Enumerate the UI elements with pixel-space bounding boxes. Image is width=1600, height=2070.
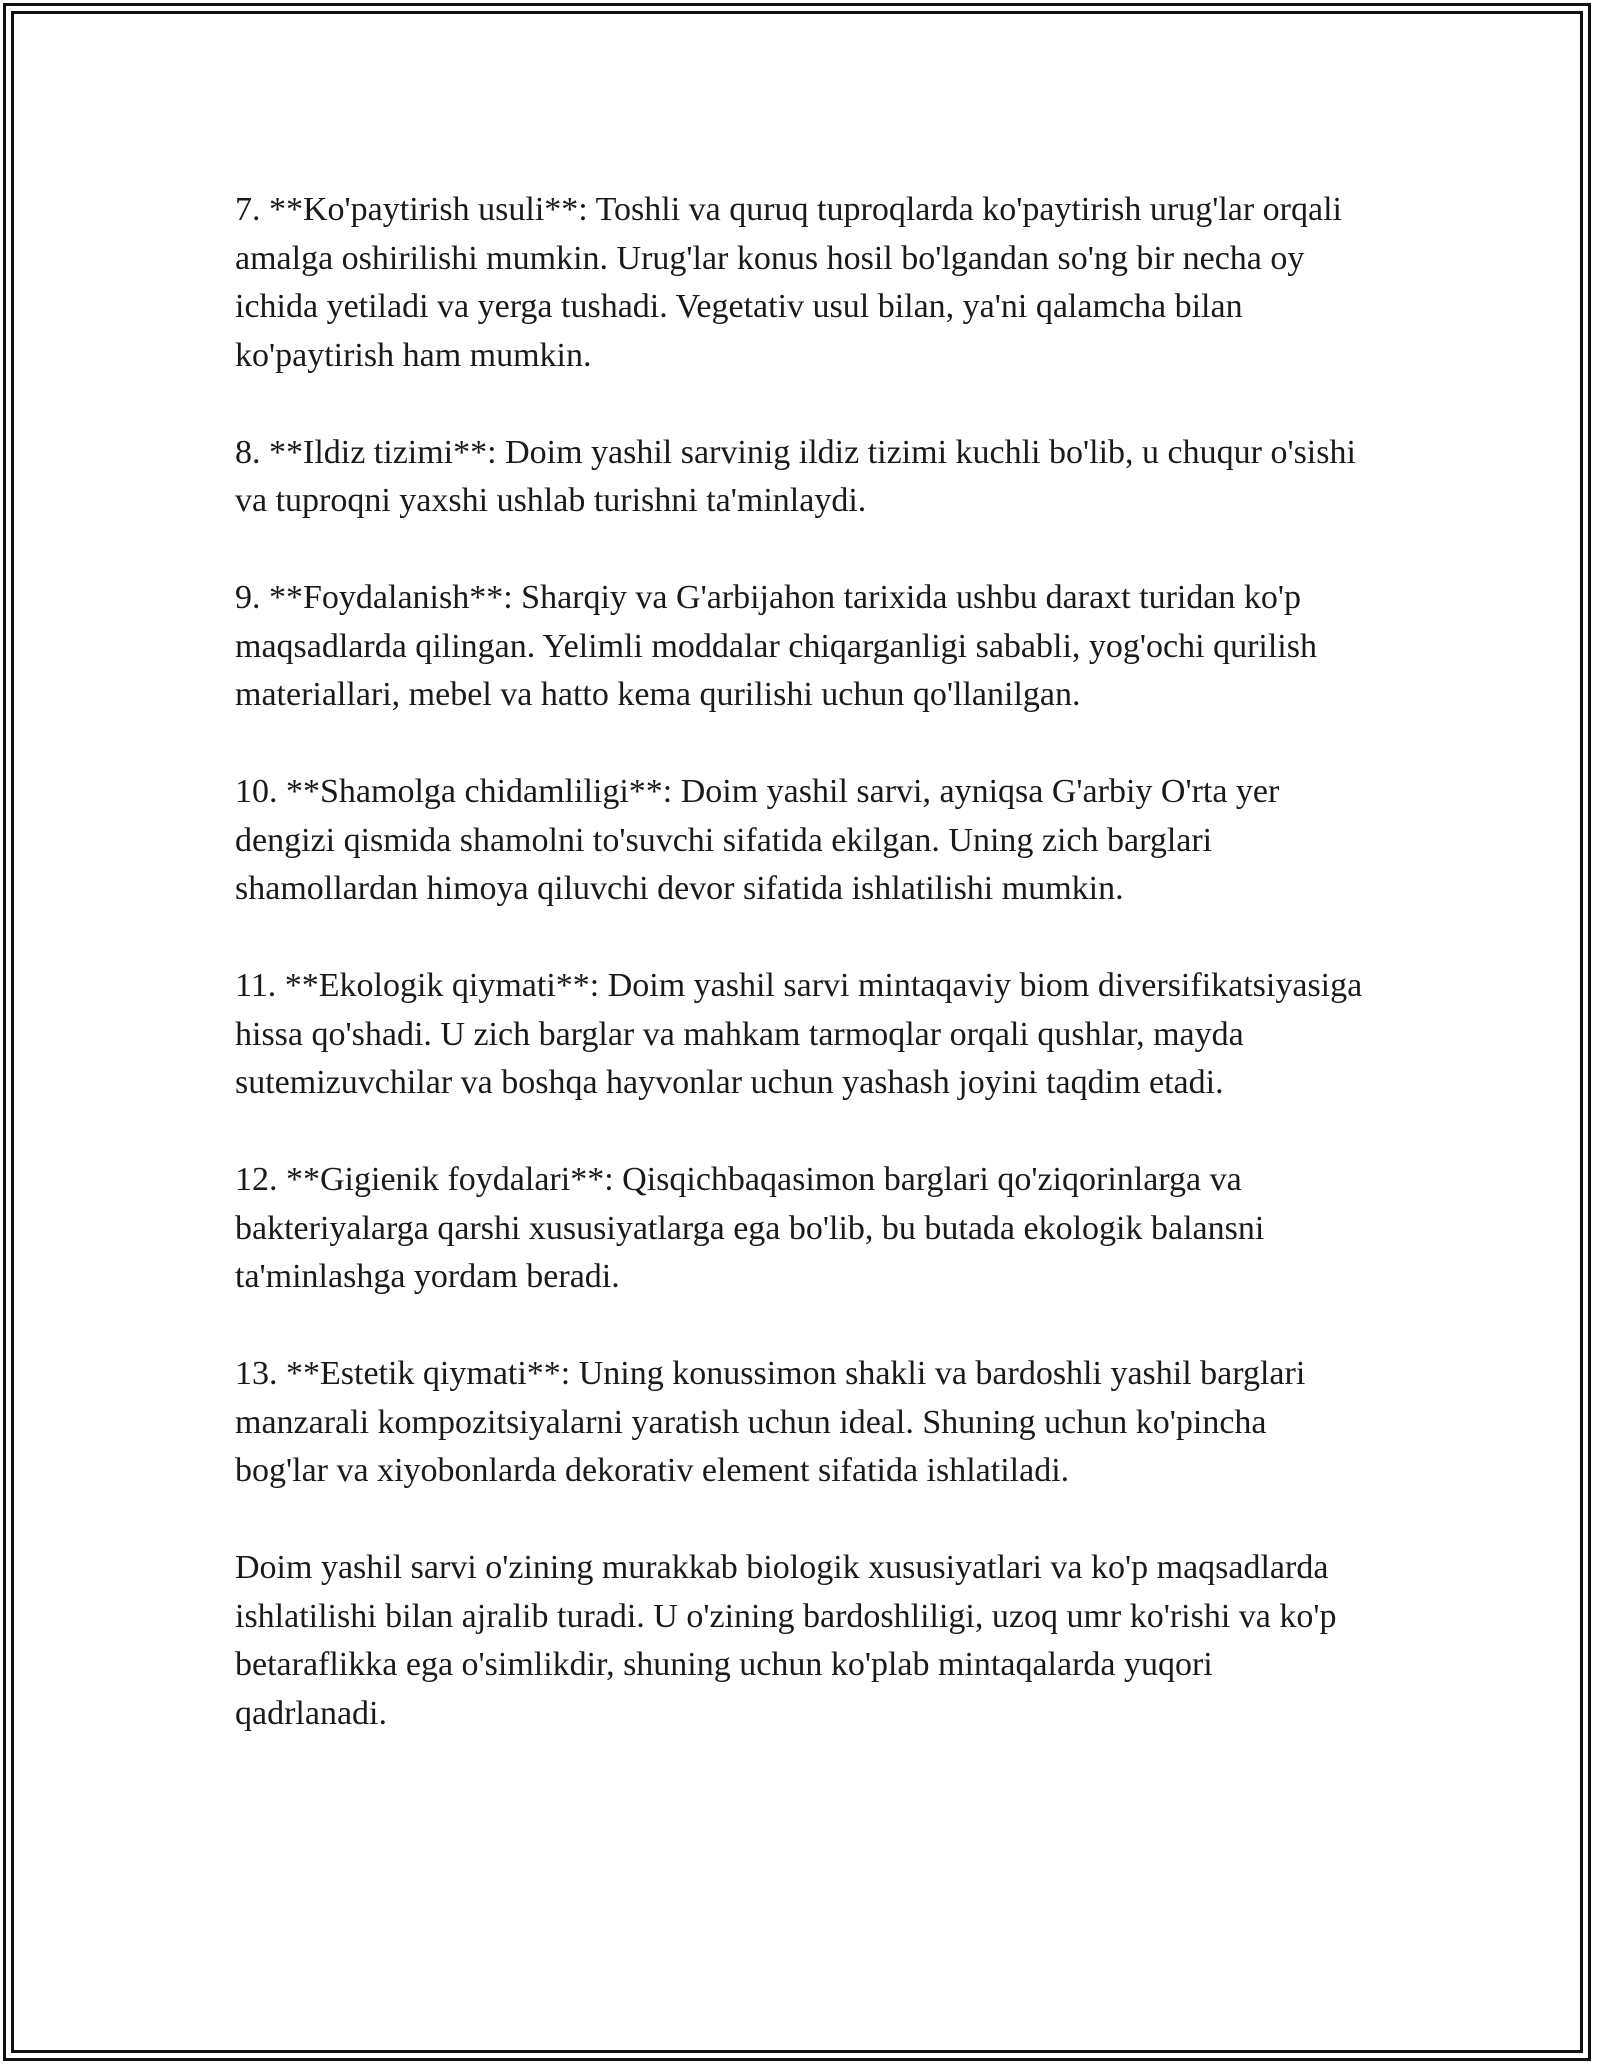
paragraph-ecological-value: 11. **Ekologik qiymati**: Doim yashil sarvi mintaqaviy biom diversifikatsiyasiga hissa qo'shadi. U zich barglar va mahkam tarmoqlar orqali qushlar, mayda sutemizuvchilar va boshqa hayvonlar uchun yashash joyini taqdim etadi. [235, 967, 1363, 1101]
document-body [235, 186, 1365, 1738]
paragraph-aesthetic-value: 13. **Estetik qiymati**: Uning konussimon shakli va bardoshli yashil barglari manzarali kompozitsiyalarni yaratish uchun ideal. Shuning uchun ko'pincha bog'lar va xiyobonlarda dekorativ element sifatida ishlatiladi. [235, 1355, 1306, 1489]
paragraph-usage: 9. **Foydalanish**: Sharqiy va G'arbijahon tarixida ushbu daraxt turidan ko'p maqsadlarda qilingan. Yelimli moddalar chiqarganligi sababli, yog'ochi qurilish materiallari, mebel va hatto kema qurilishi uchun qo'llanilgan. [235, 579, 1317, 713]
paragraph-conclusion: Doim yashil sarvi o'zining murakkab biologik xususiyatlari va ko'p maqsadlarda ishlatilishi bilan ajralib turadi. U o'zining bardoshliligi, uzoq umr ko'rishi va ko'p betaraflikka ega o'simlikdir, shuning uchun ko'plab mintaqalarda yuqori qadrlanadi. [235, 1549, 1337, 1732]
paragraph-wind-resistance: 10. **Shamolga chidamliligi**: Doim yashil sarvi, ayniqsa G'arbiy O'rta yer dengizi qismida shamolni to'suvchi sifatida ekilgan. Uning zich barglari shamollardan himoya qiluvchi devor sifatida ishlatilishi mumkin. [235, 773, 1280, 907]
paragraph-hygienic-benefits: 12. **Gigienik foydalari**: Qisqichbaqasimon barglari qo'ziqorinlarga va bakteriyalarga qarshi xususiyatlarga ega bo'lib, bu butada ekologik balansni ta'minlashga yordam beradi. [235, 1161, 1265, 1295]
paragraph-propagation: 7. **Ko'paytirish usuli**: Toshli va quruq tuproqlarda ko'paytirish urug'lar orqali amalga oshirilishi mumkin. Urug'lar konus hosil bo'lgandan so'ng bir necha oy ichida yetiladi va yerga tushadi. Vegetativ usul bilan, ya'ni qalamcha bilan ko'paytirish ham mumkin. [235, 191, 1342, 374]
paragraph-root-system: 8. **Ildiz tizimi**: Doim yashil sarvinig ildiz tizimi kuchli bo'lib, u chuqur o'sishi va tuproqni yaxshi ushlab turishni ta'minlaydi. [235, 433, 1356, 519]
